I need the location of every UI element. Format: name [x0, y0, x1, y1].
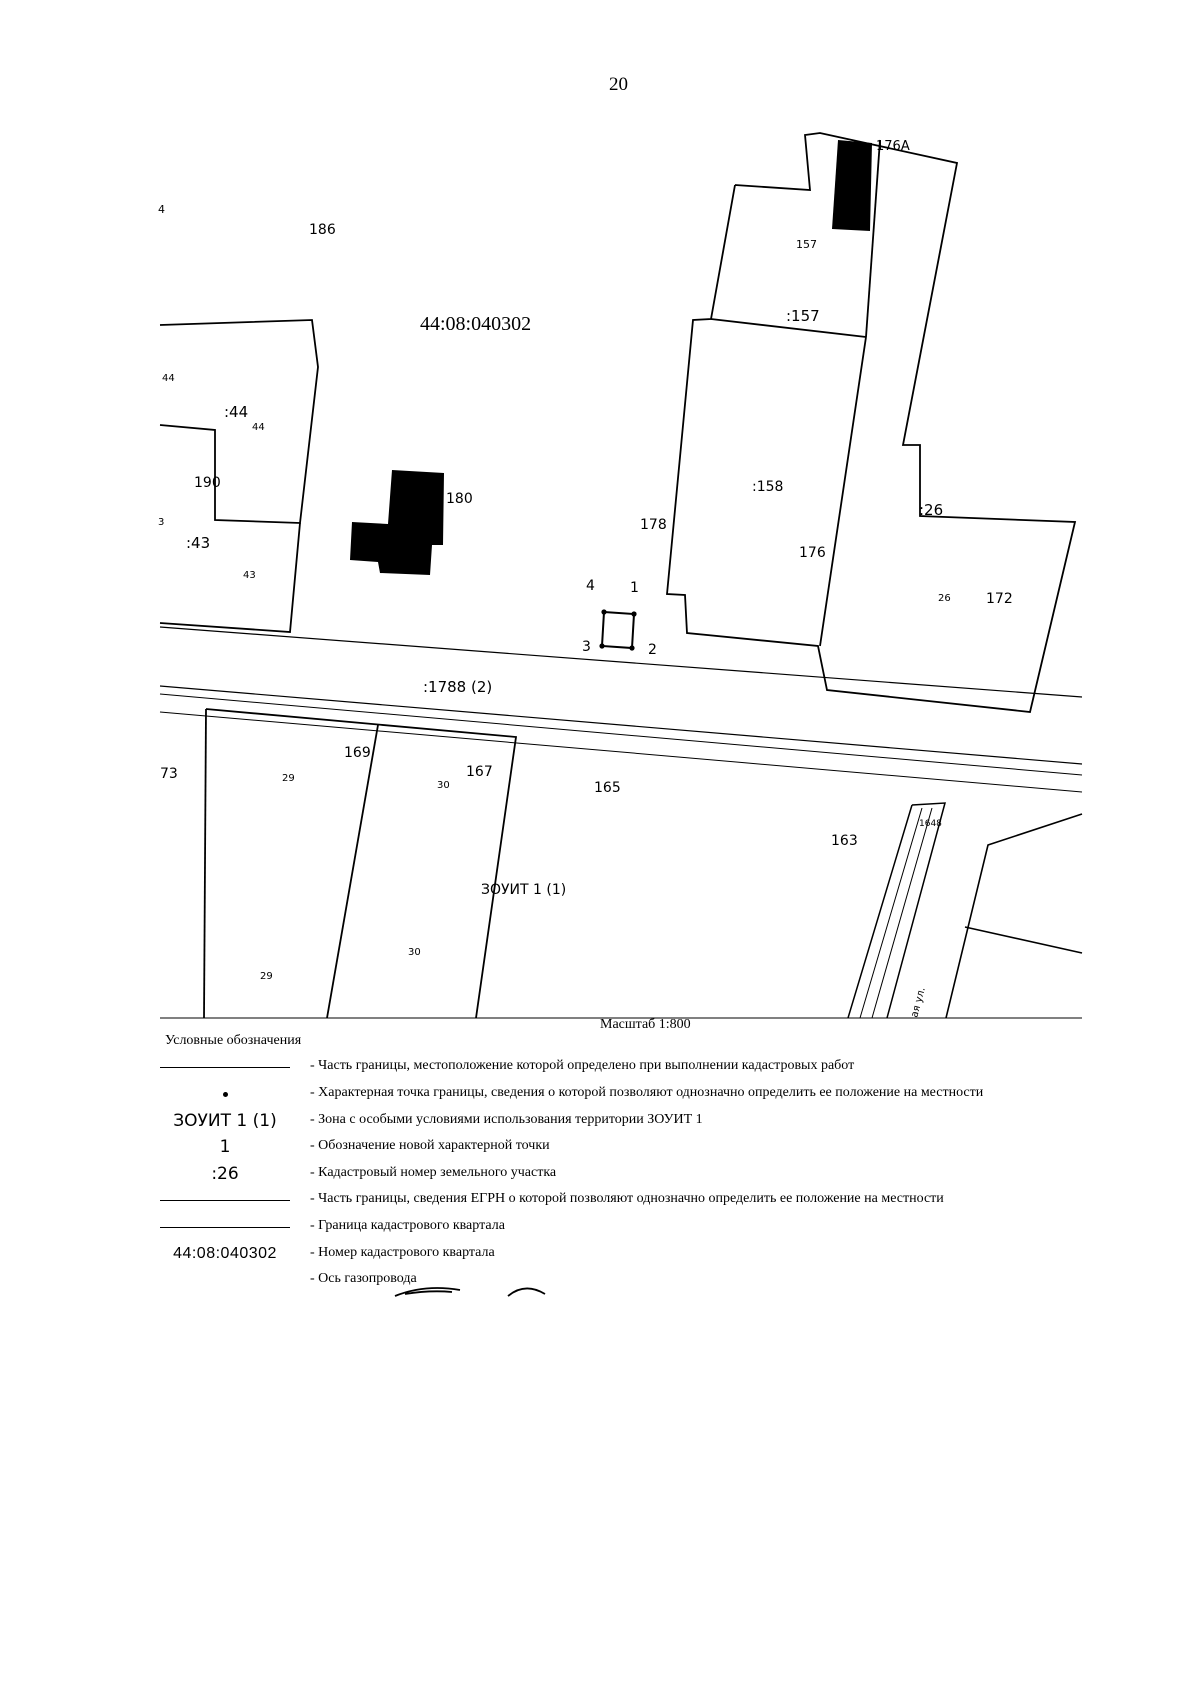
- label-158-cad: :158: [752, 479, 784, 495]
- label-30-bottom: 30: [408, 947, 421, 958]
- label-176: 176: [799, 545, 826, 561]
- label-29-bottom: 29: [260, 971, 273, 982]
- label-29-top: 29: [282, 773, 295, 784]
- label-165: 165: [594, 780, 621, 796]
- thin-line-symbol: [160, 1055, 290, 1079]
- label-178: 178: [640, 517, 667, 533]
- label-190: 190: [194, 475, 221, 491]
- legend-item-boundary-point: - Характерная точка границы, сведения о которой позволяют однозначно определить ее положение на местности: [150, 1082, 1080, 1106]
- road-north-edge: [160, 627, 1082, 697]
- label-3-edge: 3: [158, 517, 165, 528]
- legend-item-cadastral-number: :26 - Кадастровый номер земельного участка: [211, 1164, 557, 1184]
- parcel-29-30-divider: [327, 725, 378, 1018]
- cadastral-number-symbol: :26: [211, 1164, 239, 1184]
- building-176a: [832, 140, 872, 231]
- label-44-edge: 44: [162, 373, 175, 384]
- parcel-east-divider: [965, 927, 1082, 953]
- legend-item-survey-boundary: - Часть границы, местоположение которой определено при выполнении кадастровых работ: [150, 1055, 1080, 1079]
- new-parcel-boundary: [602, 612, 634, 648]
- label-30-top: 30: [437, 780, 450, 791]
- label-4-edge: 4: [158, 203, 165, 216]
- label-169: 169: [344, 745, 371, 761]
- label-26-small: 26: [938, 593, 951, 604]
- boundary-point-3: [599, 643, 604, 648]
- label-73: 73: [160, 766, 178, 782]
- legend-item-gas-pipeline: - Ось газопровода: [310, 1271, 417, 1286]
- point-label-3: 3: [582, 639, 591, 655]
- parcel-east-boundary: [946, 814, 1082, 1018]
- page-number: 20: [609, 74, 628, 95]
- thick-line-symbol: [160, 1188, 290, 1212]
- boundary-point-1: [631, 611, 636, 616]
- quarter-number-label: 44:08:040302: [420, 313, 532, 335]
- label-44-small: 44: [252, 422, 265, 433]
- label-172: 172: [986, 591, 1013, 607]
- label-176a: 176А: [876, 139, 910, 154]
- label-43-small: 43: [243, 570, 256, 581]
- label-157-small: 157: [796, 238, 817, 251]
- zone-label: ЗОУИТ 1 (1): [481, 882, 567, 898]
- legend-item-egrn-boundary: - Часть границы, сведения ЕГРН о которой позволяют однозначно определить ее положение на местности: [150, 1188, 1080, 1212]
- parcel-44-boundary: [160, 320, 318, 523]
- map-scale: Масштаб 1:800: [600, 1017, 691, 1032]
- street-label: ая ул.: [909, 986, 928, 1019]
- label-43-cad: :43: [186, 534, 211, 552]
- dot-symbol: [160, 1082, 290, 1106]
- boundary-point-2: [629, 645, 634, 650]
- label-1648: 1648: [919, 819, 942, 829]
- parcel-43-boundary: [160, 523, 300, 632]
- road-line-3: [160, 694, 1082, 775]
- building-180: [350, 470, 444, 575]
- label-180: 180: [446, 491, 473, 507]
- new-point-symbol: 1: [219, 1137, 231, 1157]
- point-label-1: 1: [630, 580, 639, 596]
- strip-1648-boundary: [848, 803, 945, 1018]
- legend-item-zone: ЗОУИТ 1 (1) - Зона с особыми условиями использования территории ЗОУИТ 1: [173, 1111, 703, 1131]
- quarter-number-symbol: 44:08:040302: [173, 1245, 277, 1262]
- parcel-29-boundary: [204, 709, 206, 1018]
- zone-symbol: ЗОУИТ 1 (1): [173, 1111, 277, 1131]
- label-167: 167: [466, 764, 493, 780]
- label-186: 186: [309, 222, 336, 238]
- boundary-point-4: [601, 609, 606, 614]
- point-label-2: 2: [648, 642, 657, 658]
- road-cad-label: :1788 (2): [423, 678, 493, 696]
- legend-item-quarter-number: 44:08:040302 - Номер кадастрового квартала: [173, 1245, 495, 1262]
- label-26-cad: :26: [919, 501, 944, 519]
- thin-line-symbol: [160, 1215, 290, 1239]
- point-label-4: 4: [586, 578, 595, 594]
- label-44-cad: :44: [224, 403, 249, 421]
- label-163: 163: [831, 833, 858, 849]
- label-157-cad: :157: [786, 307, 820, 325]
- parcel-157-boundary: [667, 133, 1075, 712]
- legend-title: Условные обозначения: [165, 1033, 302, 1048]
- parcel-158-176-divider: [820, 337, 866, 646]
- legend-item-new-point: 1 - Обозначение новой характерной точки: [219, 1137, 550, 1157]
- legend-item-quarter-boundary: - Граница кадастрового квартала: [150, 1215, 1080, 1239]
